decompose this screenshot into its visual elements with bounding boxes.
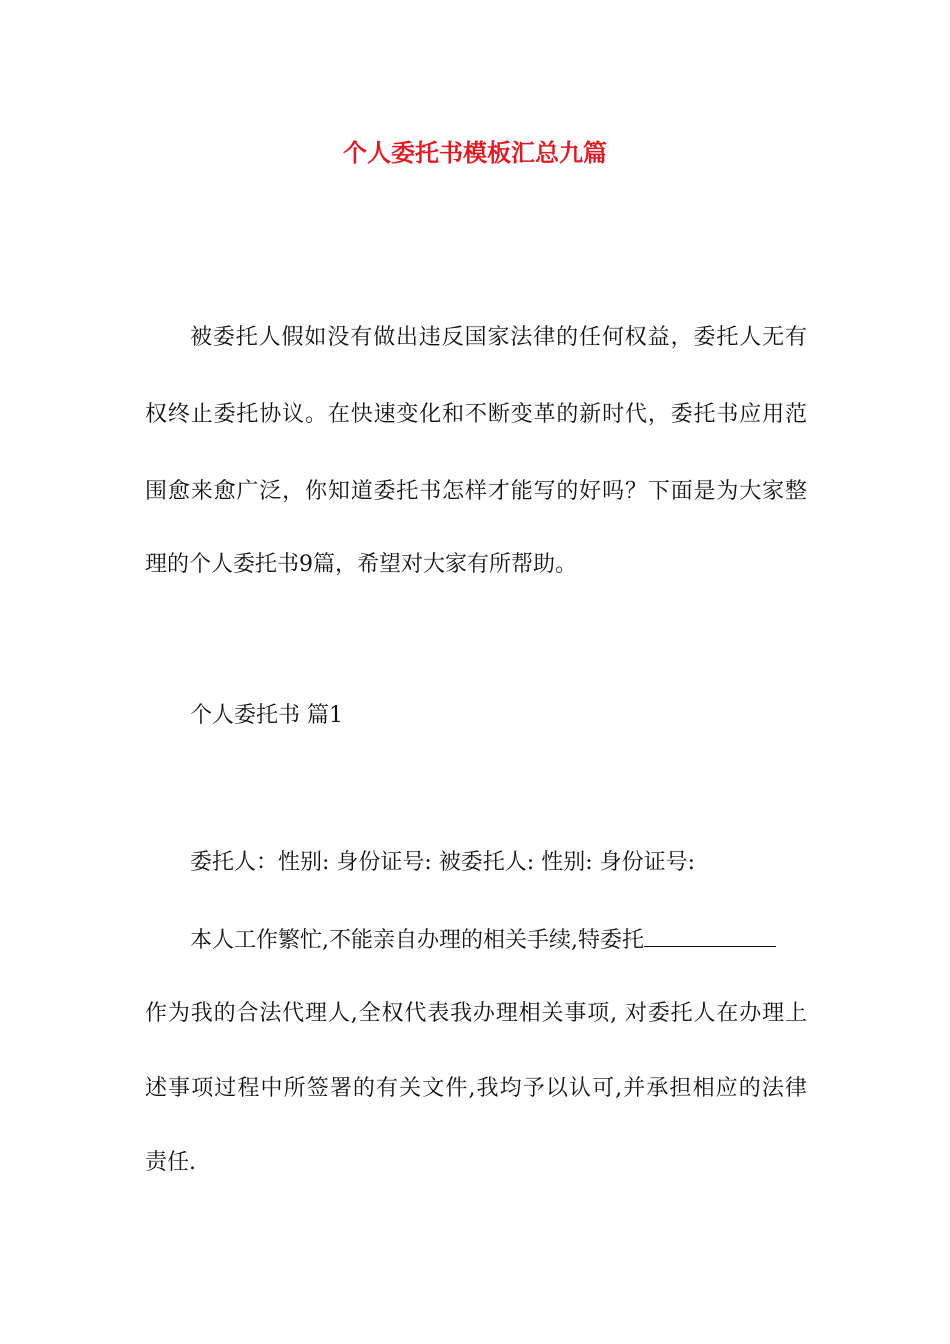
body-line-2: 作为我的合法代理人,全权代表我办理相关事项, 对委托人在办理上	[145, 1001, 807, 1026]
intro-line-2: 权终止委托协议。在快速变化和不断变革的新时代，委托书应用范	[145, 402, 807, 427]
document-title: 个人委托书模板汇总九篇	[343, 138, 607, 167]
body-line-1	[190, 926, 776, 956]
section-heading: 个人委托书 篇1	[190, 703, 343, 728]
intro-line-3: 围愈来愈广泛，你知道委托书怎样才能写的好吗？下面是为大家整	[145, 479, 807, 504]
body-line-4: 责任.	[145, 1150, 196, 1175]
body-line-3: 述事项过程中所签署的有关文件,我均予以认可,并承担相应的法律	[145, 1076, 807, 1101]
fields-line: 委托人：性别: 身份证号: 被委托人: 性别: 身份证号:	[190, 850, 696, 875]
body-line-1-text: 本人工作繁忙,不能亲自办理的相关手续,特委托	[190, 928, 644, 953]
intro-line-4: 理的个人委托书9篇，希望对大家有所帮助。	[145, 552, 577, 577]
fill-in-blank	[644, 926, 776, 947]
intro-line-1: 被委托人假如没有做出违反国家法律的任何权益，委托人无有	[190, 325, 807, 350]
